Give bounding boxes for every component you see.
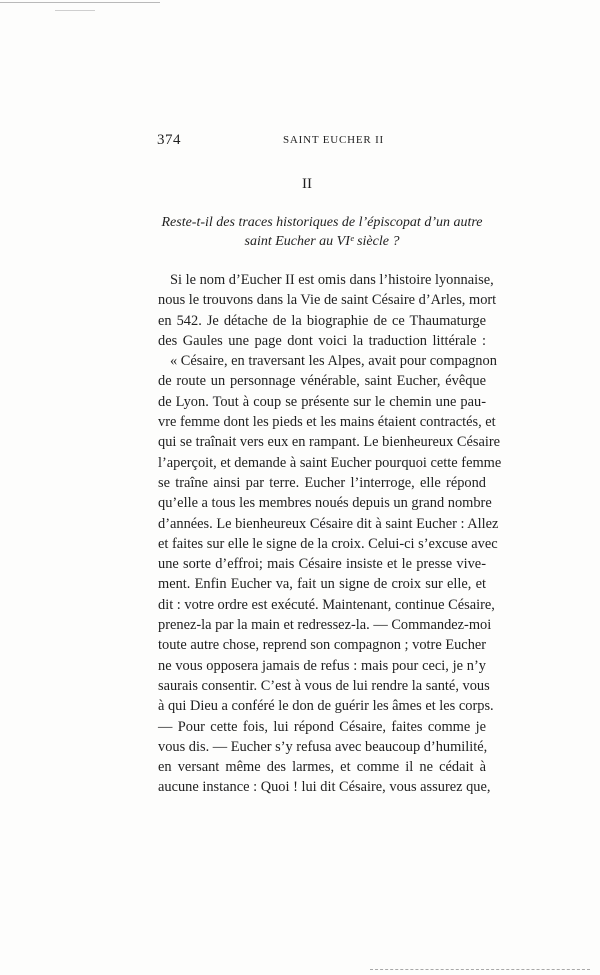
text-line: saurais consentir. C’est à vous de lui rendre la santé, vous bbox=[158, 677, 490, 694]
section-heading-line: saint Eucher au VIᵉ siècle ? bbox=[244, 234, 400, 249]
section-heading-line: Reste-t-il des traces historiques de l’épiscopat d’un autre bbox=[161, 215, 483, 230]
text-line: vous dis. — Eucher s’y refusa avec beaucoup d’humilité, bbox=[158, 738, 488, 755]
section-heading bbox=[160, 213, 484, 251]
body-text bbox=[158, 270, 502, 798]
text-line: d’années. Le bienheureux Césaire dit à saint Eucher : Allez bbox=[158, 515, 499, 532]
text-line: de route un personnage vénérable, saint Eucher, évêque bbox=[158, 373, 486, 390]
text-line: dit : votre ordre est exécuté. Maintenant, continue Césaire, bbox=[158, 596, 495, 613]
text-line: vre femme dont les pieds et les mains étaient contractés, et bbox=[158, 414, 496, 431]
scan-edge-mark bbox=[55, 10, 95, 11]
section-numeral: II bbox=[302, 176, 312, 192]
text-line: à qui Dieu a conféré le don de guérir les âmes et les corps. bbox=[158, 698, 494, 715]
text-line: qu’elle a tous les membres noués depuis un grand nombre bbox=[158, 495, 492, 512]
text-line: qui se traînait vers eux en rampant. Le bienheureux Césaire bbox=[158, 434, 501, 451]
text-line: prenez-la par la main et redressez-la. — Commandez-moi bbox=[158, 617, 492, 634]
text-line: en 542. Je détache de la biographie de ce Thaumaturge bbox=[158, 312, 486, 329]
page-number: 374 bbox=[157, 132, 181, 148]
text-line: se traîne ainsi par terre. Eucher l’interroge, elle répond bbox=[158, 474, 486, 491]
text-line: des Gaules une page dont voici la traduction littérale : bbox=[158, 332, 486, 349]
scan-edge-mark bbox=[370, 969, 590, 970]
text-line: en versant même des larmes, et comme il ne cédait à bbox=[158, 759, 486, 776]
text-line: aucune instance : Quoi ! lui dit Césaire, vous assurez que, bbox=[158, 779, 491, 796]
text-line: ne vous opposera jamais de refus : mais pour ceci, je n’y bbox=[158, 657, 486, 674]
text-line: une sorte d’effroi; mais Césaire insiste et le presse vive- bbox=[158, 556, 486, 573]
text-line: l’aperçoit, et demande à saint Eucher pourquoi cette femme bbox=[158, 454, 502, 471]
text-line: de Lyon. Tout à coup se présente sur le chemin une pau- bbox=[158, 393, 486, 410]
text-line: « Césaire, en traversant les Alpes, avait pour compagnon bbox=[170, 353, 497, 370]
text-line: toute autre chose, reprend son compagnon ; votre Eucher bbox=[158, 637, 487, 654]
text-line: nous le trouvons dans la Vie de saint Césaire d’Arles, mort bbox=[158, 292, 497, 309]
scan-edge-mark bbox=[0, 2, 160, 3]
text-line: — Pour cette fois, lui répond Césaire, faites comme je bbox=[158, 718, 486, 735]
text-line: ment. Enfin Eucher va, fait un signe de croix sur elle, et bbox=[158, 576, 486, 593]
running-head bbox=[157, 132, 457, 154]
text-line: Si le nom d’Eucher II est omis dans l’histoire lyonnaise, bbox=[170, 272, 494, 288]
running-title: SAINT EUCHER II bbox=[283, 134, 385, 146]
text-line: et faites sur elle le signe de la croix. Celui-ci s’excuse avec bbox=[158, 535, 498, 552]
